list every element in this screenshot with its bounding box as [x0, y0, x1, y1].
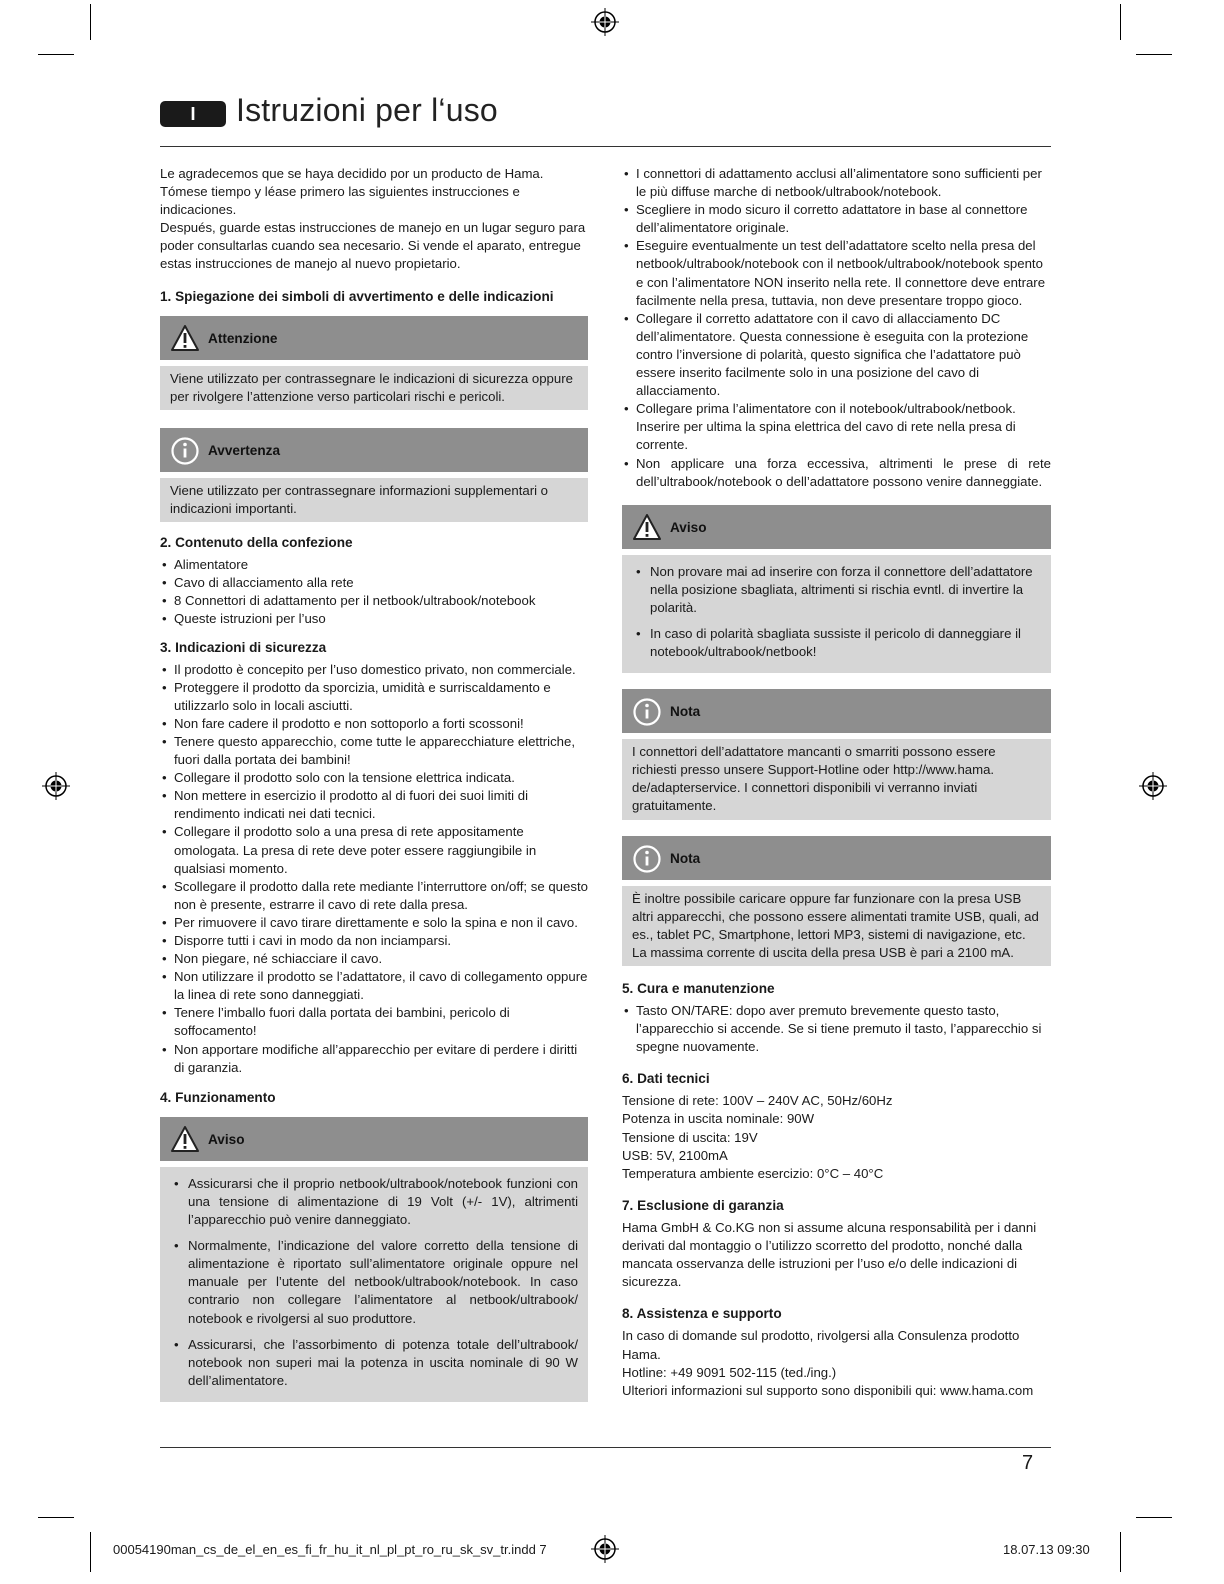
warning-triangle-icon	[170, 324, 200, 352]
file-name: 00054190man_cs_de_el_en_es_fi_fr_hu_it_nl_pl_pt_ro_ru_sk_sv_tr.indd 7	[113, 1542, 547, 1557]
list-item: • Assicurarsi che il proprio netbook/ultrabook/notebook funzioni con una tensione di alimentazione di 19 Volt (+/- 1V), altrimenti l’apparecchio può venire danneggiato.	[170, 1175, 578, 1229]
warning-box-body	[160, 1167, 588, 1402]
attention-box-body	[160, 366, 588, 410]
section-heading: 2. Contenuto della confezione	[160, 535, 353, 551]
note-box-header	[160, 428, 588, 472]
section-heading: 3. Indicazioni di sicurezza	[160, 639, 327, 655]
registration-mark-icon	[42, 772, 70, 800]
warning-box-body	[622, 555, 1051, 673]
crop-mark	[1136, 54, 1172, 55]
maintenance-list	[622, 1002, 1051, 1056]
list-item: • Non apportare modifiche all’apparecchio per evitare di perdere i diritti di garanzia.	[160, 1041, 588, 1077]
list-item: • Tenere questo apparecchio, come tutte le apparecchiature elettriche, fuori dalla portata dei bambini!	[160, 733, 588, 769]
intro-line: Después, guarde estas instrucciones de manejo en un lugar seguro para	[160, 220, 586, 236]
note-box-body	[160, 478, 588, 522]
warning-list	[632, 563, 1041, 661]
list-item: • Non fare cadere il prodotto e non sottoporlo a forti scossoni!	[160, 715, 588, 733]
registration-mark-icon	[591, 8, 619, 36]
crop-mark	[1136, 1517, 1172, 1518]
intro-line: Tómese tiempo y léase primero las siguientes instrucciones e indicaciones.	[160, 184, 520, 218]
intro-line: poder consultarlas cuando sea necesario. Si vende el aparato, entregue	[160, 238, 581, 254]
list-item: • Collegare il prodotto solo con la tensione elettrica indicata.	[160, 769, 588, 787]
support-line: Hotline: +49 9091 502-115 (ted./ing.)	[622, 1364, 837, 1380]
crop-mark	[38, 1517, 74, 1518]
tech-data-line: Tensione di rete: 100V – 240V AC, 50Hz/60Hz	[622, 1093, 893, 1109]
list-item: • Proteggere il prodotto da sporcizia, umidità e surriscaldamento e utilizzarlo solo in locali asciutti.	[160, 679, 588, 715]
tech-data-line: USB: 5V, 2100mA	[622, 1147, 728, 1163]
left-column	[160, 165, 588, 1402]
note-text: I connettori dell’adattatore mancanti o smarriti possono essere richiesti presso unsere Support-Hotline oder http://www.hama. de/adapterservice. I connettori disponibili vi verranno inviati gratuitamente.	[632, 744, 996, 814]
note-box-body	[622, 886, 1051, 966]
list-item: • Cavo di allacciamento alla rete	[160, 574, 588, 592]
note-text: È inoltre possibile caricare oppure far funzionare con la presa USB altri apparecchi, che possono essere alimentati tramite USB, quali, ad es., tablet PC, Smartphone, lettori MP3, sistemi di navigazione, etc. La massima corrente di uscita della presa USB è pari a 2100 mA.	[632, 890, 1039, 960]
list-item: • In caso di polarità sbagliata sussiste il pericolo di danneggiare il notebook/ultrabook/netbook!	[632, 625, 1041, 661]
operation-list	[622, 165, 1051, 491]
tech-data	[622, 1092, 1051, 1182]
warning-title: Aviso	[208, 1131, 245, 1147]
list-item: • Eseguire eventualmente un test dell’adattatore scelto nella presa del netbook/ultrabook/notebook con il netbook/ultrabook/notebook spento e con l’alimentatore NON inserito nella rete. Il connettore deve entrare facilmente nella presa, tuttavia, non deve presentare troppo gioco.	[622, 237, 1051, 309]
list-item: • 8 Connettori di adattamento per il netbook/ultrabook/notebook	[160, 592, 588, 610]
list-item: • Disporre tutti i cavi in modo da non inciamparsi.	[160, 932, 588, 950]
note-title: Avvertenza	[208, 442, 281, 458]
package-contents-list	[160, 556, 588, 628]
tech-data-line: Potenza in uscita nominale: 90W	[622, 1111, 815, 1127]
safety-list	[160, 661, 588, 1077]
list-item: • I connettori di adattamento acclusi all’alimentatore sono sufficienti per le più diffuse marche di netbook/ultrabook/notebook.	[622, 165, 1051, 201]
crop-mark	[90, 1532, 91, 1572]
list-item: • Non utilizzare il prodotto se l’adattatore, il cavo di collegamento oppure la linea di rete sono danneggiati.	[160, 968, 588, 1004]
attention-box-header	[160, 316, 588, 360]
warning-box-header	[622, 505, 1051, 549]
note-text: Viene utilizzato per contrassegnare informazioni supplementari o indicazioni importanti.	[170, 482, 549, 516]
list-item: • Scollegare il prodotto dalla rete mediante l’interruttore on/off; se questo non è presente, estrarre il cavo di rete dalla presa.	[160, 878, 588, 914]
list-item: • Il prodotto è concepito per l’uso domestico privato, non commerciale.	[160, 661, 588, 679]
note-box-body	[622, 739, 1051, 819]
header-rule	[160, 146, 1051, 147]
page-number: 7	[1022, 1452, 1034, 1474]
warning-title: Aviso	[670, 519, 707, 535]
list-item: • Per rimuovere il cavo tirare direttamente e solo la spina e non il cavo.	[160, 914, 588, 932]
note-title: Nota	[670, 850, 701, 866]
tech-data-line: Tensione di uscita: 19V	[622, 1129, 758, 1145]
attention-title: Attenzione	[208, 330, 278, 346]
print-date: 18.07.13 09:30	[1003, 1542, 1090, 1557]
list-item: • Assicurarsi, che l’assorbimento di potenza totale dell’ultrabook/ notebook non superi mai la potenza in uscita nominale di 90 W dell’alimentatore.	[170, 1336, 578, 1390]
note-box-header	[622, 836, 1051, 880]
warranty-text: Hama GmbH & Co.KG non si assume alcuna responsabilità per i danni derivati dal montaggio o l’utilizzo scorretto del prodotto, nonché dalla mancata osservanza delle istruzioni per l’uso e/o delle indicazioni di sicurezza.	[622, 1219, 1037, 1290]
list-item: • Collegare il prodotto solo a una presa di rete appositamente omologata. La presa di rete deve poter essere raggiungibile in qualsiasi momento.	[160, 823, 588, 877]
list-item: • Scegliere in modo sicuro il corretto adattatore in base al connettore dell’alimentatore originale.	[622, 201, 1051, 237]
support-line: In caso di domande sul prodotto, rivolgersi alla Consulenza prodotto Hama.	[622, 1328, 1020, 1362]
page-title: Istruzioni per l‘uso	[236, 92, 498, 128]
warning-triangle-icon	[170, 1125, 200, 1153]
right-column	[622, 165, 1051, 1400]
intro-line: Le agradecemos que se haya decidido por un producto de Hama.	[160, 166, 544, 181]
list-item: • Normalmente, l’indicazione del valore corretto della tensione di alimentazione è riportato sull’alimentatore originale oppure nel manuale per l’utente del netbook/ultrabook/notebook. In caso contrario non collegare l’alimentatore al netbook/ultrabook/ notebook e rivolgersi al suo produttore.	[170, 1237, 578, 1327]
support-line: Ulteriori informazioni sul supporto sono disponibili qui: www.hama.com	[622, 1382, 1034, 1398]
crop-mark	[90, 4, 91, 40]
list-item: • Collegare prima l’alimentatore con il notebook/ultrabook/netbook. Inserire per ultima la spina elettrica del cavo di rete nella presa di corrente.	[622, 400, 1051, 454]
crop-mark	[38, 54, 74, 55]
section-heading: 7. Esclusione di garanzia	[622, 1197, 784, 1213]
list-item: • Non applicare una forza eccessiva, altrimenti le prese di rete dell’ultrabook/notebook o dell’adattatore possono venire danneggiate.	[622, 455, 1051, 491]
warning-list	[170, 1175, 578, 1390]
section-heading: 5. Cura e manutenzione	[622, 980, 775, 996]
note-title: Nota	[670, 704, 701, 720]
list-item: • Tenere l’imballo fuori dalla portata dei bambini, pericolo di soffocamento!	[160, 1004, 588, 1040]
footer-rule	[160, 1447, 1051, 1448]
section-heading: 1. Spiegazione dei simboli di avvertimento e delle indicazioni	[160, 288, 554, 304]
list-item: • Collegare il corretto adattatore con il cavo di allacciamento DC dell’alimentatore. Questa connessione è eseguita con la protezione contro l’inversione di polarità, questo significa che l’adattatore può essere inserito facilmente solo in una posizione del cavo di allacciamento.	[622, 310, 1051, 400]
crop-mark	[1120, 4, 1121, 40]
warning-triangle-icon	[632, 513, 662, 541]
registration-mark-icon	[1139, 772, 1167, 800]
tech-data-line: Temperatura ambiente esercizio: 0°C – 40°C	[622, 1165, 884, 1181]
list-item: • Tasto ON/TARE: dopo aver premuto brevemente questo tasto, l’apparecchio si accende. Se si tiene premuto il tasto, l’apparecchio si spegne nuovamente.	[622, 1002, 1051, 1056]
intro	[160, 165, 588, 274]
language-badge: I	[160, 101, 226, 127]
list-item: • Non mettere in esercizio il prodotto al di fuori dei suoi limiti di rendimento indicati nei dati tecnici.	[160, 787, 588, 823]
intro-line: estas instrucciones de manejo al nuevo propietario.	[160, 256, 461, 272]
note-box-header	[622, 689, 1051, 733]
section-heading: 8. Assistenza e supporto	[622, 1306, 782, 1322]
list-item: • Queste istruzioni per l’uso	[160, 610, 588, 628]
attention-text: Viene utilizzato per contrassegnare le indicazioni di sicurezza oppure per rivolgere l’attenzione verso particolari rischi e pericoli.	[170, 370, 573, 404]
section-heading: 4. Funzionamento	[160, 1089, 276, 1105]
info-icon	[632, 697, 662, 727]
support-info	[622, 1327, 1051, 1399]
warning-box-header	[160, 1117, 588, 1161]
crop-mark	[1120, 1532, 1121, 1572]
list-item: • Non provare mai ad inserire con forza il connettore dell’adattatore nella posizione sbagliata, altrimenti si rischia evntl. di invertire la polarità.	[632, 563, 1041, 617]
list-item: • Alimentatore	[160, 556, 588, 574]
info-icon	[170, 436, 200, 466]
info-icon	[632, 844, 662, 874]
list-item: • Non piegare, né schiacciare il cavo.	[160, 950, 588, 968]
section-heading: 6. Dati tecnici	[622, 1071, 710, 1087]
registration-mark-icon	[591, 1535, 619, 1563]
